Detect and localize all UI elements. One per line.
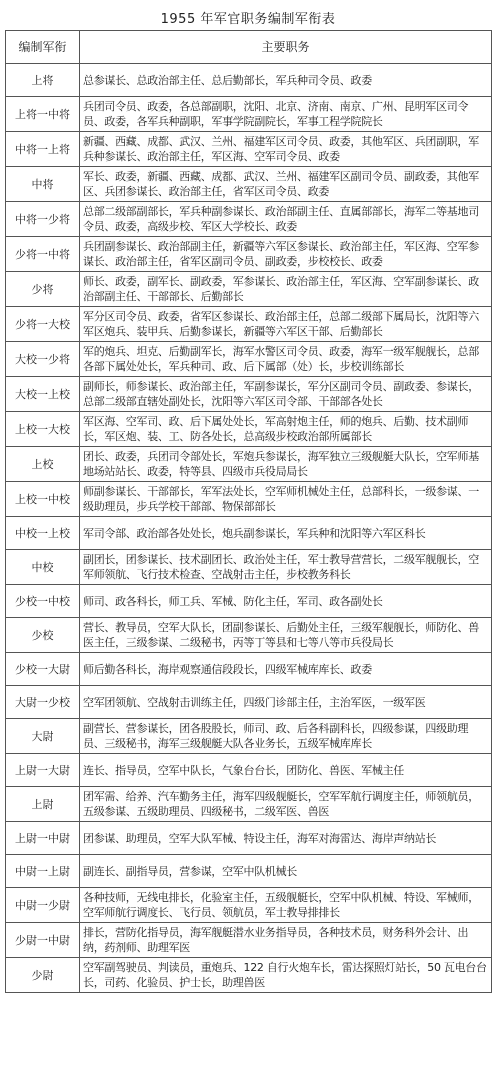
table-row bbox=[6, 412, 492, 447]
duty-cell: 副师长，师参谋长、政治部主任，军副参谋长，军分区副司令员、副政委、参谋长，总部二级部直辖处副处长，沈阳等六军区司令部、干部部各处长 bbox=[80, 377, 492, 412]
duty-cell: 总部二级部副部长，军兵种副参谋长、政治部副主任、直属部部长，海军二等基地司令员、政委，高级步校、军区大学校长、政委 bbox=[80, 202, 492, 237]
table-row bbox=[6, 202, 492, 237]
header-duty: 主要职务 bbox=[80, 31, 492, 64]
table-header-row bbox=[6, 31, 492, 64]
table-row bbox=[6, 307, 492, 342]
duty-cell: 军长、政委，新疆、西藏、成都、武汉、兰州、福建军区副司令员、副政委，其他军区、兵团参谋长、政治部主任，省军区司令员、政委 bbox=[80, 167, 492, 202]
rank-cell: 少将 bbox=[6, 272, 80, 307]
duty-cell: 副团长，团参谋长、技术副团长、政治处主任，军士教导营营长，二级军舰舰长，空军师领航、飞行技术检查、空战射击主任，步校教务科长 bbox=[80, 550, 492, 585]
rank-cell: 上校 bbox=[6, 447, 80, 482]
table-row bbox=[6, 132, 492, 167]
rank-cell: 少尉 bbox=[6, 958, 80, 993]
duty-cell: 师长、政委，副军长、副政委，军参谋长、政治部主任，军区海、空军副参谋长、政治部副主任、干部部长、后勤部长 bbox=[80, 272, 492, 307]
duty-cell: 团参谋、助理员，空军大队军械、特设主任，海军对海雷达、海岸声纳站长 bbox=[80, 822, 492, 855]
rank-cell: 大尉 bbox=[6, 719, 80, 754]
duty-cell: 空军副驾驶员、判读员，重炮兵、122 自行火炮车长，雷达探照灯站长，50 瓦电台台长，司药、化验员、护士长，助理兽医 bbox=[80, 958, 492, 993]
rank-cell: 少将一大校 bbox=[6, 307, 80, 342]
rank-cell: 中将 bbox=[6, 167, 80, 202]
duty-cell: 总参谋长、总政治部主任、总后勤部长，军兵种司令员、政委 bbox=[80, 64, 492, 97]
table-row bbox=[6, 482, 492, 517]
duty-cell: 营长、教导员，空军大队长，团副参谋长、后勤处主任，三级军舰舰长，师防化、兽医主任，三级参谋、二级秘书，丙等丁等县和七等八等市兵役局长 bbox=[80, 618, 492, 653]
table-row bbox=[6, 237, 492, 272]
rank-cell: 上校一中校 bbox=[6, 482, 80, 517]
table-row bbox=[6, 64, 492, 97]
rank-cell: 大尉一少校 bbox=[6, 686, 80, 719]
table-row bbox=[6, 342, 492, 377]
duty-cell: 兵团司令员、政委，各总部副职，沈阳、北京、济南、南京、广州、昆明军区司令员、政委，各军兵种副职，军事学院副院长，军事工程学院院长 bbox=[80, 97, 492, 132]
duty-cell: 副营长、营参谋长，团各股股长，师司、政、后各科副科长，四级参谋，四级助理员、三级秘书，海军三级舰艇大队各业务长，五级军械库库长 bbox=[80, 719, 492, 754]
rank-cell: 上尉 bbox=[6, 787, 80, 822]
duty-cell: 团军需、给养、汽车勤务主任，海军四级舰艇长，空军军航行调度主任，师领航员，五级参谋、五级助理员、四级秘书，二级军医、兽医 bbox=[80, 787, 492, 822]
duty-cell: 师后勤各科长，海岸观察通信段段长，四级军械库库长、政委 bbox=[80, 653, 492, 686]
table-row bbox=[6, 97, 492, 132]
rank-cell: 上校一大校 bbox=[6, 412, 80, 447]
table-row bbox=[6, 272, 492, 307]
rank-cell: 中将一少将 bbox=[6, 202, 80, 237]
rank-cell: 中将一上将 bbox=[6, 132, 80, 167]
table-row bbox=[6, 855, 492, 888]
table-row bbox=[6, 923, 492, 958]
rank-cell: 上尉一大尉 bbox=[6, 754, 80, 787]
rank-cell: 上将一中将 bbox=[6, 97, 80, 132]
duty-cell: 排长，营防化指导员，海军舰艇潜水业务指导员，各种技术员，财务科外会计、出纳，药剂师、助理军医 bbox=[80, 923, 492, 958]
duty-cell: 副连长、副指导员，营参谋，空军中队机械长 bbox=[80, 855, 492, 888]
table-row bbox=[6, 447, 492, 482]
table-row bbox=[6, 167, 492, 202]
duty-cell: 师副参谋长、干部部长，军军法处长，空军师机械处主任，总部科长，一级参谋、一级助理员，步兵学校干部部、物保部部长 bbox=[80, 482, 492, 517]
duty-cell: 军司令部、政治部各处处长，炮兵副参谋长，军兵种和沈阳等六军区科长 bbox=[80, 517, 492, 550]
table-row bbox=[6, 377, 492, 412]
header-rank: 编制军衔 bbox=[6, 31, 80, 64]
rank-cell: 中尉一少尉 bbox=[6, 888, 80, 923]
rank-cell: 中尉一上尉 bbox=[6, 855, 80, 888]
table-row bbox=[6, 653, 492, 686]
rank-cell: 中校 bbox=[6, 550, 80, 585]
table-row bbox=[6, 958, 492, 993]
rank-cell: 大校一少将 bbox=[6, 342, 80, 377]
duty-cell: 团长、政委，兵团司令部处长，军炮兵参谋长，海军独立三级舰艇大队长，空军师基地场站站长、政委，特等县、四级市兵役局局长 bbox=[80, 447, 492, 482]
rank-cell: 少校 bbox=[6, 618, 80, 653]
rank-cell: 少校一中校 bbox=[6, 585, 80, 618]
rank-cell: 少将一中将 bbox=[6, 237, 80, 272]
duty-cell: 兵团副参谋长、政治部副主任，新疆等六军区参谋长、政治部主任，军区海、空军参谋长、政治部主任，省军区副司令员、副政委，步校校长、政委 bbox=[80, 237, 492, 272]
duty-cell: 军区海、空军司、政、后下属处处长，军高射炮主任，师的炮兵、后勤、技术副师长，军区炮、装、工、防各处长，总高级步校政治部所属部长 bbox=[80, 412, 492, 447]
duty-cell: 军分区司令员、政委，省军区参谋长、政治部主任，总部二级部下属局长，沈阳等六军区炮兵、装甲兵、后勤参谋长，新疆等六军区干部、后勤部长 bbox=[80, 307, 492, 342]
table-row bbox=[6, 888, 492, 923]
rank-cell: 中校一上校 bbox=[6, 517, 80, 550]
duty-cell: 空军团领航、空战射击训练主任，四级门诊部主任，主治军医，一级军医 bbox=[80, 686, 492, 719]
rank-cell: 上将 bbox=[6, 64, 80, 97]
rank-cell: 大校一上校 bbox=[6, 377, 80, 412]
rank-cell: 少校一大尉 bbox=[6, 653, 80, 686]
table-row bbox=[6, 686, 492, 719]
rank-cell: 少尉一中尉 bbox=[6, 923, 80, 958]
table-row bbox=[6, 787, 492, 822]
table-row bbox=[6, 585, 492, 618]
duty-cell: 连长、指导员，空军中队长，气象台台长，团防化、兽医、军械主任 bbox=[80, 754, 492, 787]
document-title: 1955 年军官职务编制军衔表 bbox=[160, 12, 336, 27]
duty-cell: 军的炮兵、坦克、后勤副军长，海军水警区司令员、政委，海军一级军舰舰长，总部各部下属处处长，军兵种司、政、后下属部（处）长，步校训练部长 bbox=[80, 342, 492, 377]
table-row bbox=[6, 550, 492, 585]
table-row bbox=[6, 719, 492, 754]
duty-cell: 各种技师，无线电排长，化验室主任，五级舰艇长，空军中队机械、特设、军械师，空军师航行调度长、飞行员、领航员，军士教导排排长 bbox=[80, 888, 492, 923]
rank-duty-table bbox=[5, 30, 492, 993]
duty-cell: 新疆、西藏、成都、武汉、兰州、福建军区司令员、政委，其他军区、兵团副职，军兵种参谋长、政治部主任，军区海、空军司令员、政委 bbox=[80, 132, 492, 167]
table-row bbox=[6, 754, 492, 787]
table-row bbox=[6, 618, 492, 653]
rank-cell: 上尉一中尉 bbox=[6, 822, 80, 855]
table-row bbox=[6, 517, 492, 550]
table-row bbox=[6, 822, 492, 855]
duty-cell: 师司、政各科长，师工兵、军械、防化主任，军司、政各副处长 bbox=[80, 585, 492, 618]
